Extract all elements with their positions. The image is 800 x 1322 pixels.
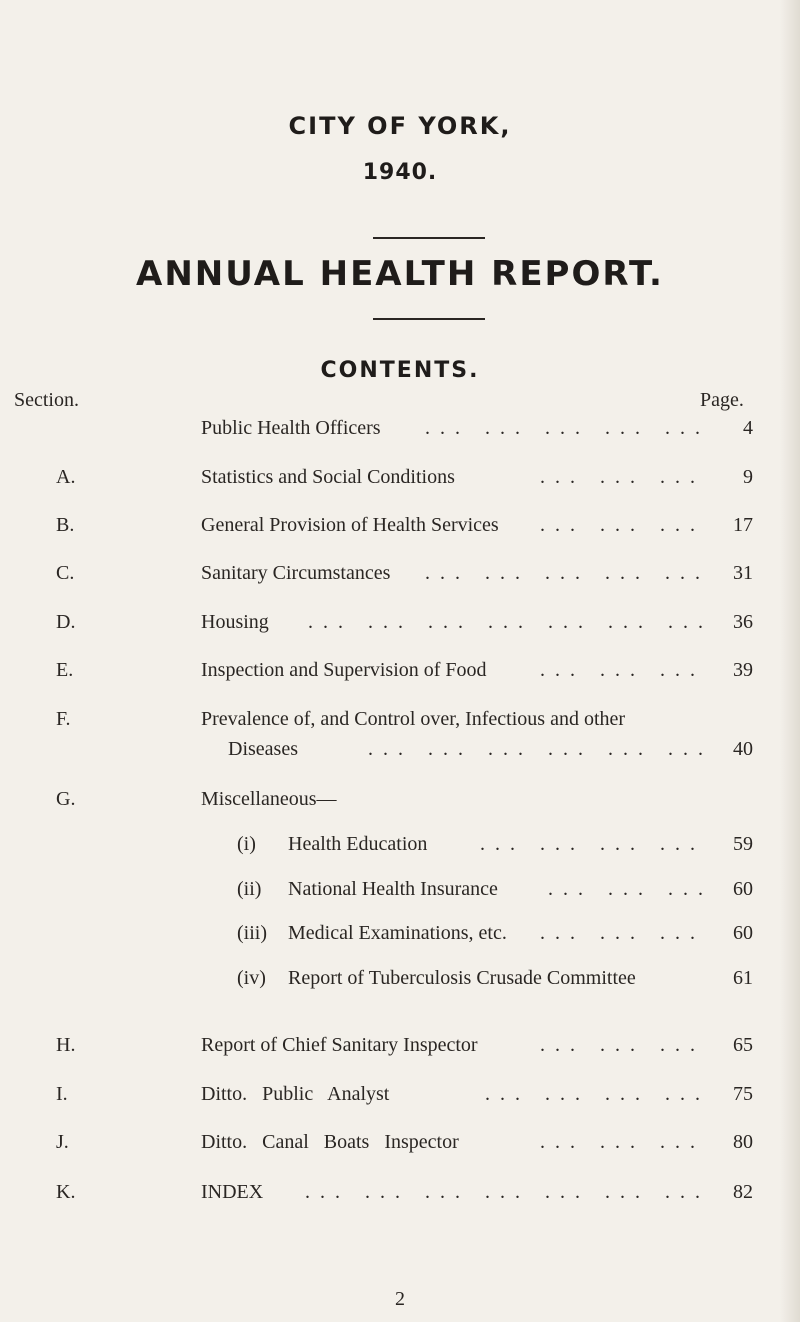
- dot-leader: ... ... ...: [540, 466, 705, 488]
- dot-leader: ... ... ... ... ... ...: [368, 738, 713, 760]
- toc-entry: [0, 788, 800, 818]
- dot-leader: ... ... ...: [540, 659, 705, 681]
- page-column-label: Page.: [700, 389, 744, 411]
- toc-entry: [0, 514, 800, 544]
- toc-subentry: [0, 967, 800, 997]
- section-letter: D.: [56, 611, 76, 633]
- section-letter: G.: [56, 788, 76, 810]
- section-letter: F.: [56, 708, 71, 730]
- dot-leader: ... ... ... ... ... ... ...: [305, 1181, 710, 1203]
- toc-subentry: [0, 878, 800, 908]
- dot-leader: ... ... ...: [540, 514, 705, 536]
- section-letter: C.: [56, 562, 75, 584]
- dot-leader: ... ... ... ... ...: [425, 562, 710, 584]
- entry-title: Sanitary Circumstances: [201, 562, 391, 584]
- page-number: 61: [733, 967, 753, 989]
- city-heading: CITY OF YORK,: [288, 112, 512, 140]
- toc-entry: [0, 466, 800, 496]
- entry-title: Ditto. Public Analyst: [201, 1083, 390, 1105]
- section-letter: H.: [56, 1034, 76, 1056]
- entry-title: Public Health Officers: [201, 417, 381, 439]
- section-column-label: Section.: [14, 389, 79, 411]
- toc-entry-continuation: [0, 738, 800, 768]
- page-number: 82: [733, 1181, 753, 1203]
- toc-entry: [0, 1131, 800, 1161]
- dot-leader: ... ... ... ... ... ... ...: [308, 611, 713, 633]
- dot-leader: ... ... ...: [540, 1034, 705, 1056]
- toc-subentry: [0, 922, 800, 952]
- page-number: 31: [733, 562, 753, 584]
- page-number: 9: [743, 466, 753, 488]
- entry-title: Statistics and Social Conditions: [201, 466, 455, 488]
- toc-entry: [0, 562, 800, 592]
- dot-leader: ... ... ... ...: [485, 1083, 710, 1105]
- dot-leader: ... ... ...: [548, 878, 713, 900]
- page-number: 36: [733, 611, 753, 633]
- year-heading: 1940.: [362, 160, 438, 185]
- toc-entry: [0, 1034, 800, 1064]
- entry-title: Miscellaneous—: [201, 788, 337, 810]
- subsection-numeral: (i): [237, 833, 256, 855]
- page-number: 4: [743, 417, 753, 439]
- section-letter: A.: [56, 466, 76, 488]
- entry-title: Ditto. Canal Boats Inspector: [201, 1131, 459, 1153]
- toc-entry: [0, 611, 800, 641]
- page-number: 59: [733, 833, 753, 855]
- entry-title: INDEX: [201, 1181, 264, 1203]
- section-letter: J.: [56, 1131, 69, 1153]
- entry-title: Housing: [201, 611, 269, 633]
- page-number: 65: [733, 1034, 753, 1056]
- page-number: 75: [733, 1083, 753, 1105]
- toc-subentry: [0, 833, 800, 863]
- entry-title: National Health Insurance: [288, 878, 498, 900]
- subsection-numeral: (iv): [237, 967, 266, 989]
- subsection-numeral: (ii): [237, 878, 262, 900]
- subsection-numeral: (iii): [237, 922, 267, 944]
- dot-leader: ... ... ...: [540, 922, 705, 944]
- contents-heading: CONTENTS.: [320, 358, 480, 383]
- dot-leader: ... ... ... ...: [480, 833, 705, 855]
- entry-title: Report of Tuberculosis Crusade Committee: [288, 967, 636, 989]
- divider-rule: [373, 318, 485, 320]
- page-number: 40: [733, 738, 753, 760]
- entry-title: Medical Examinations, etc.: [288, 922, 507, 944]
- entry-title: General Provision of Health Services: [201, 514, 499, 536]
- page-number: 80: [733, 1131, 753, 1153]
- page-folio: 2: [395, 1288, 405, 1310]
- entry-title: Prevalence of, and Control over, Infectious and other: [201, 708, 626, 730]
- report-title: ANNUAL HEALTH REPORT.: [136, 254, 664, 294]
- entry-title-continuation: Diseases: [228, 738, 298, 760]
- entry-title: Inspection and Supervision of Food: [201, 659, 487, 681]
- dot-leader: ... ... ... ... ...: [425, 417, 710, 439]
- divider-rule: [373, 237, 485, 239]
- section-letter: K.: [56, 1181, 76, 1203]
- toc-entry: [0, 1181, 800, 1211]
- page-number: 60: [733, 878, 753, 900]
- toc-entry: [0, 708, 800, 738]
- toc-entry: [0, 659, 800, 689]
- section-letter: B.: [56, 514, 75, 536]
- dot-leader: ... ... ...: [540, 1131, 705, 1153]
- toc-entry: [0, 1083, 800, 1113]
- page-number: 17: [733, 514, 753, 536]
- page-number: 39: [733, 659, 753, 681]
- section-letter: E.: [56, 659, 74, 681]
- toc-entry: [0, 417, 800, 447]
- entry-title: Health Education: [288, 833, 428, 855]
- page-number: 60: [733, 922, 753, 944]
- section-letter: I.: [56, 1083, 68, 1105]
- entry-title: Report of Chief Sanitary Inspector: [201, 1034, 478, 1056]
